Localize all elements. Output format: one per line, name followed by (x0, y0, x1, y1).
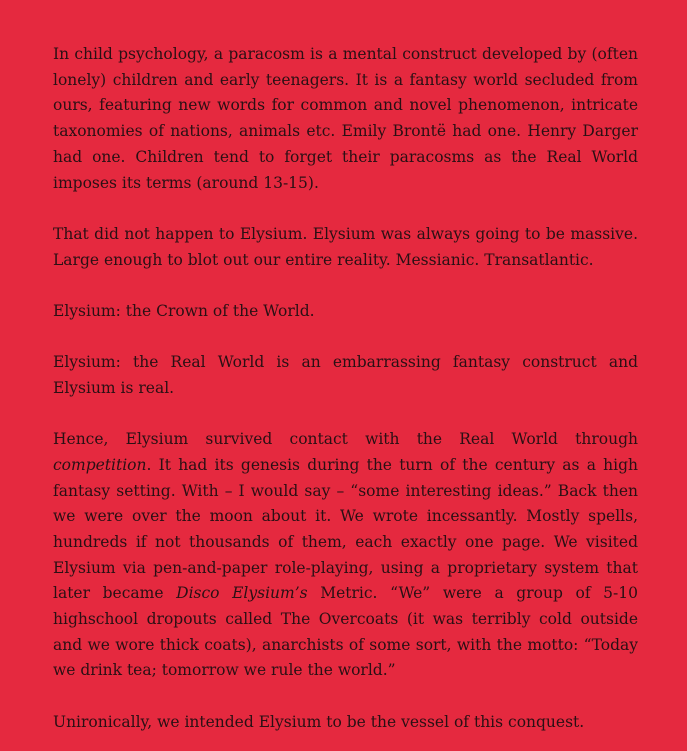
document-body (53, 42, 638, 735)
text-run: Unironically, we intended Elysium to be the vessel of this conquest. (53, 712, 585, 731)
paragraph-competition-history (53, 427, 638, 684)
paragraph-elysium-massive (53, 222, 638, 273)
paragraph-paracosm-definition (53, 42, 638, 196)
text-run: Elysium: the Real World is an embarrassing fantasy construct and Elysium is real. (53, 353, 638, 397)
text-run: In child psychology, a paracosm is a mental construct developed by (often lonely) children and early teenagers. It is a fantasy world secluded from ours, featuring new words for common and novel phenomenon, intricate taxonomies of nations, animals etc. Emily Brontë had one. Henry Darger had one. Children tend to forget their paracosms as the Real World imposes its terms (around 13-15). (53, 45, 638, 192)
paragraph-crown-of-world (53, 299, 638, 325)
text-run: That did not happen to Elysium. Elysium was always going to be massive. Large enough to blot out our entire reality. Messianic. Transatlantic. (53, 224, 638, 269)
italic-text: competition (53, 455, 147, 474)
paragraph-real-world-fantasy (53, 350, 638, 401)
paragraph-vessel-of-conquest (53, 710, 638, 736)
text-run: Hence, Elysium survived contact with the Real World through (53, 430, 638, 449)
text-run: Elysium: the Crown of the World. (53, 301, 315, 320)
text-run: Metric. “We” were a group of 5-10 highschool dropouts called The Overcoats (it was terribly cold outside and we wore thick coats), anarchists of some sort, with the motto: “Today we drink tea; tomorrow we rule the world.” (53, 584, 638, 680)
text-run: . It had its genesis during the turn of the century as a high fantasy setting. With – I would say – “some interesting ideas.” Back then we were over the moon about it. We wrote incessantly. Mostly spells, hundreds if not thousands of them, each exactly one page. We visited Elysium via pen-and-paper role-playing, using a proprietary system that later became (53, 455, 638, 603)
italic-text: Disco Elysium’s (176, 584, 308, 603)
